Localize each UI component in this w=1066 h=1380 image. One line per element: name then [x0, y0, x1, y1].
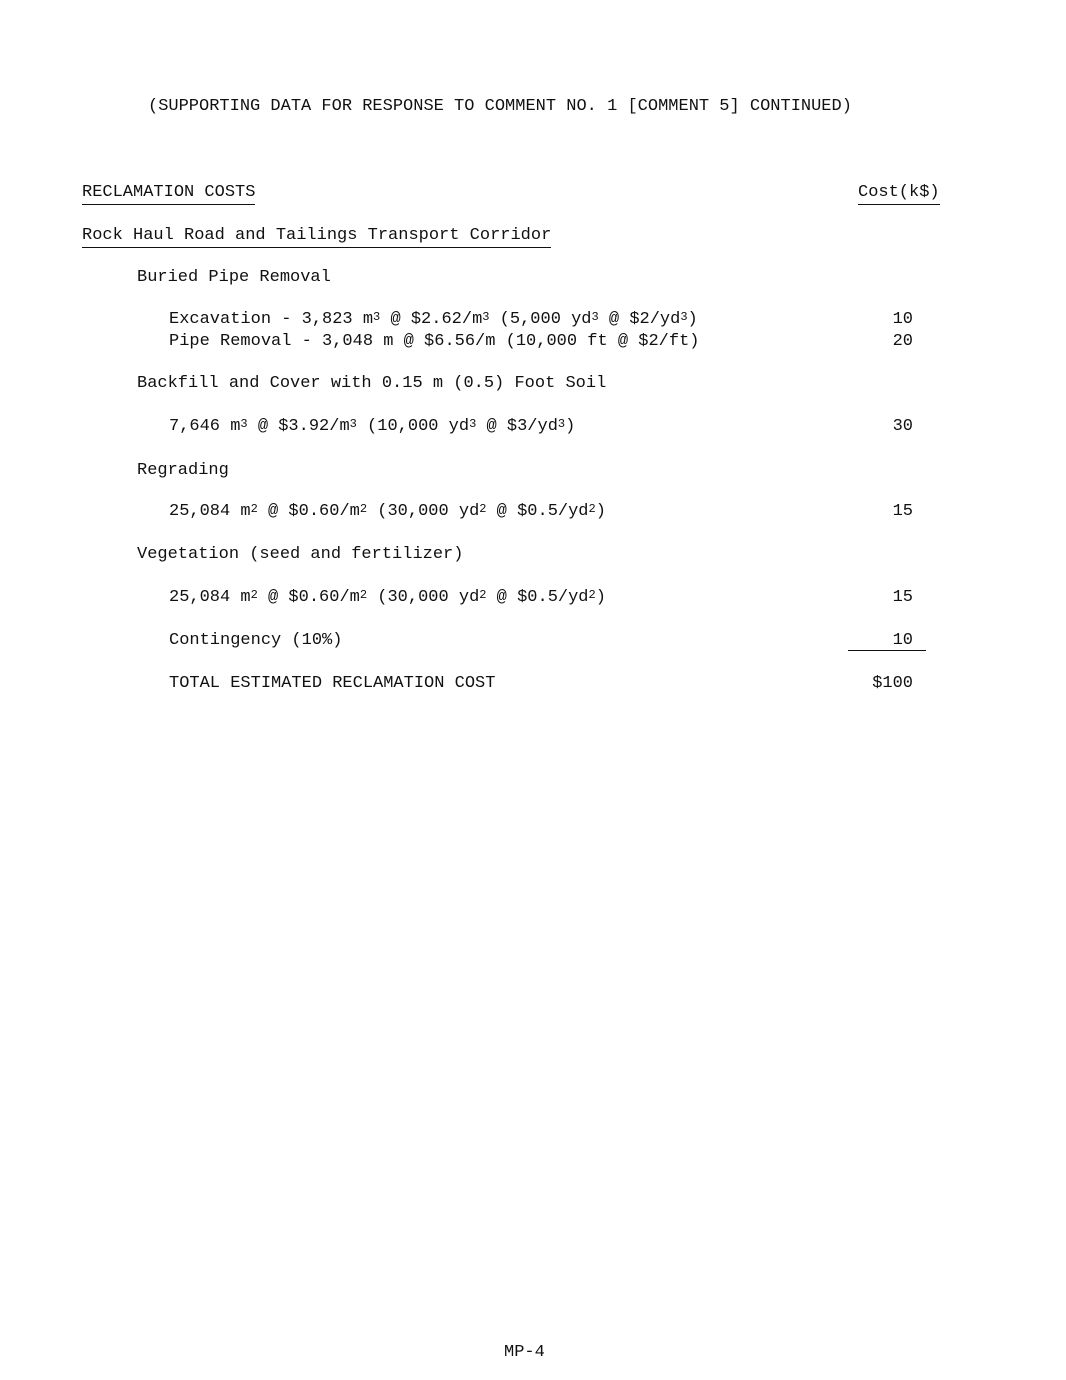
cost-total: $100	[872, 674, 913, 693]
line-item-vegetation: 25,084 $m^2$ @ $\$0.60/m^2$ (30,000 $yd^2$ @ $\$0.5/yd^2$)	[169, 588, 606, 607]
group-title-regrading: Regrading	[137, 461, 229, 480]
subsection-title: Rock Haul Road and Tailings Transport Corridor	[82, 226, 551, 248]
total-label: TOTAL ESTIMATED RECLAMATION COST	[169, 674, 496, 693]
cost-pipe-removal: 20	[892, 332, 913, 351]
line-item-excavation: Excavation - 3,823 $m^3$ @ $\$2.62/m^3$ (5,000 $yd^3$ @ $\$2/yd^3$)	[169, 310, 698, 329]
cost-vegetation: 15	[892, 588, 913, 607]
page-header: (SUPPORTING DATA FOR RESPONSE TO COMMENT NO. 1 [COMMENT 5] CONTINUED)	[148, 97, 852, 116]
cost-column-header: Cost(k$)	[858, 183, 940, 205]
line-item-backfill: 7,646 $m^3$ @ $\$3.92/m^3$ (10,000 $yd^3$ @ $\$3/yd^3$)	[169, 417, 576, 436]
contingency-label: Contingency (10%)	[169, 631, 343, 650]
page-number: MP-4	[504, 1343, 545, 1362]
group-title-buried-pipe: Buried Pipe Removal	[137, 268, 331, 287]
group-title-vegetation: Vegetation (seed and fertilizer)	[137, 545, 464, 564]
group-title-backfill: Backfill and Cover with 0.15 m (0.5) Foot Soil	[137, 374, 607, 393]
cost-contingency: 10	[892, 631, 913, 650]
cost-regrading: 15	[892, 502, 913, 521]
line-item-regrading: 25,084 $m^2$ @ $\$0.60/m^2$ (30,000 $yd^2$ @ $\$0.5/yd^2$)	[169, 502, 606, 521]
subtotal-rule	[848, 650, 926, 651]
section-title: RECLAMATION COSTS	[82, 183, 255, 205]
line-item-pipe-removal: Pipe Removal - 3,048 m @ $6.56/m (10,000 ft @ $2/ft)	[169, 332, 700, 351]
cost-backfill: 30	[892, 417, 913, 436]
cost-excavation: 10	[892, 310, 913, 329]
